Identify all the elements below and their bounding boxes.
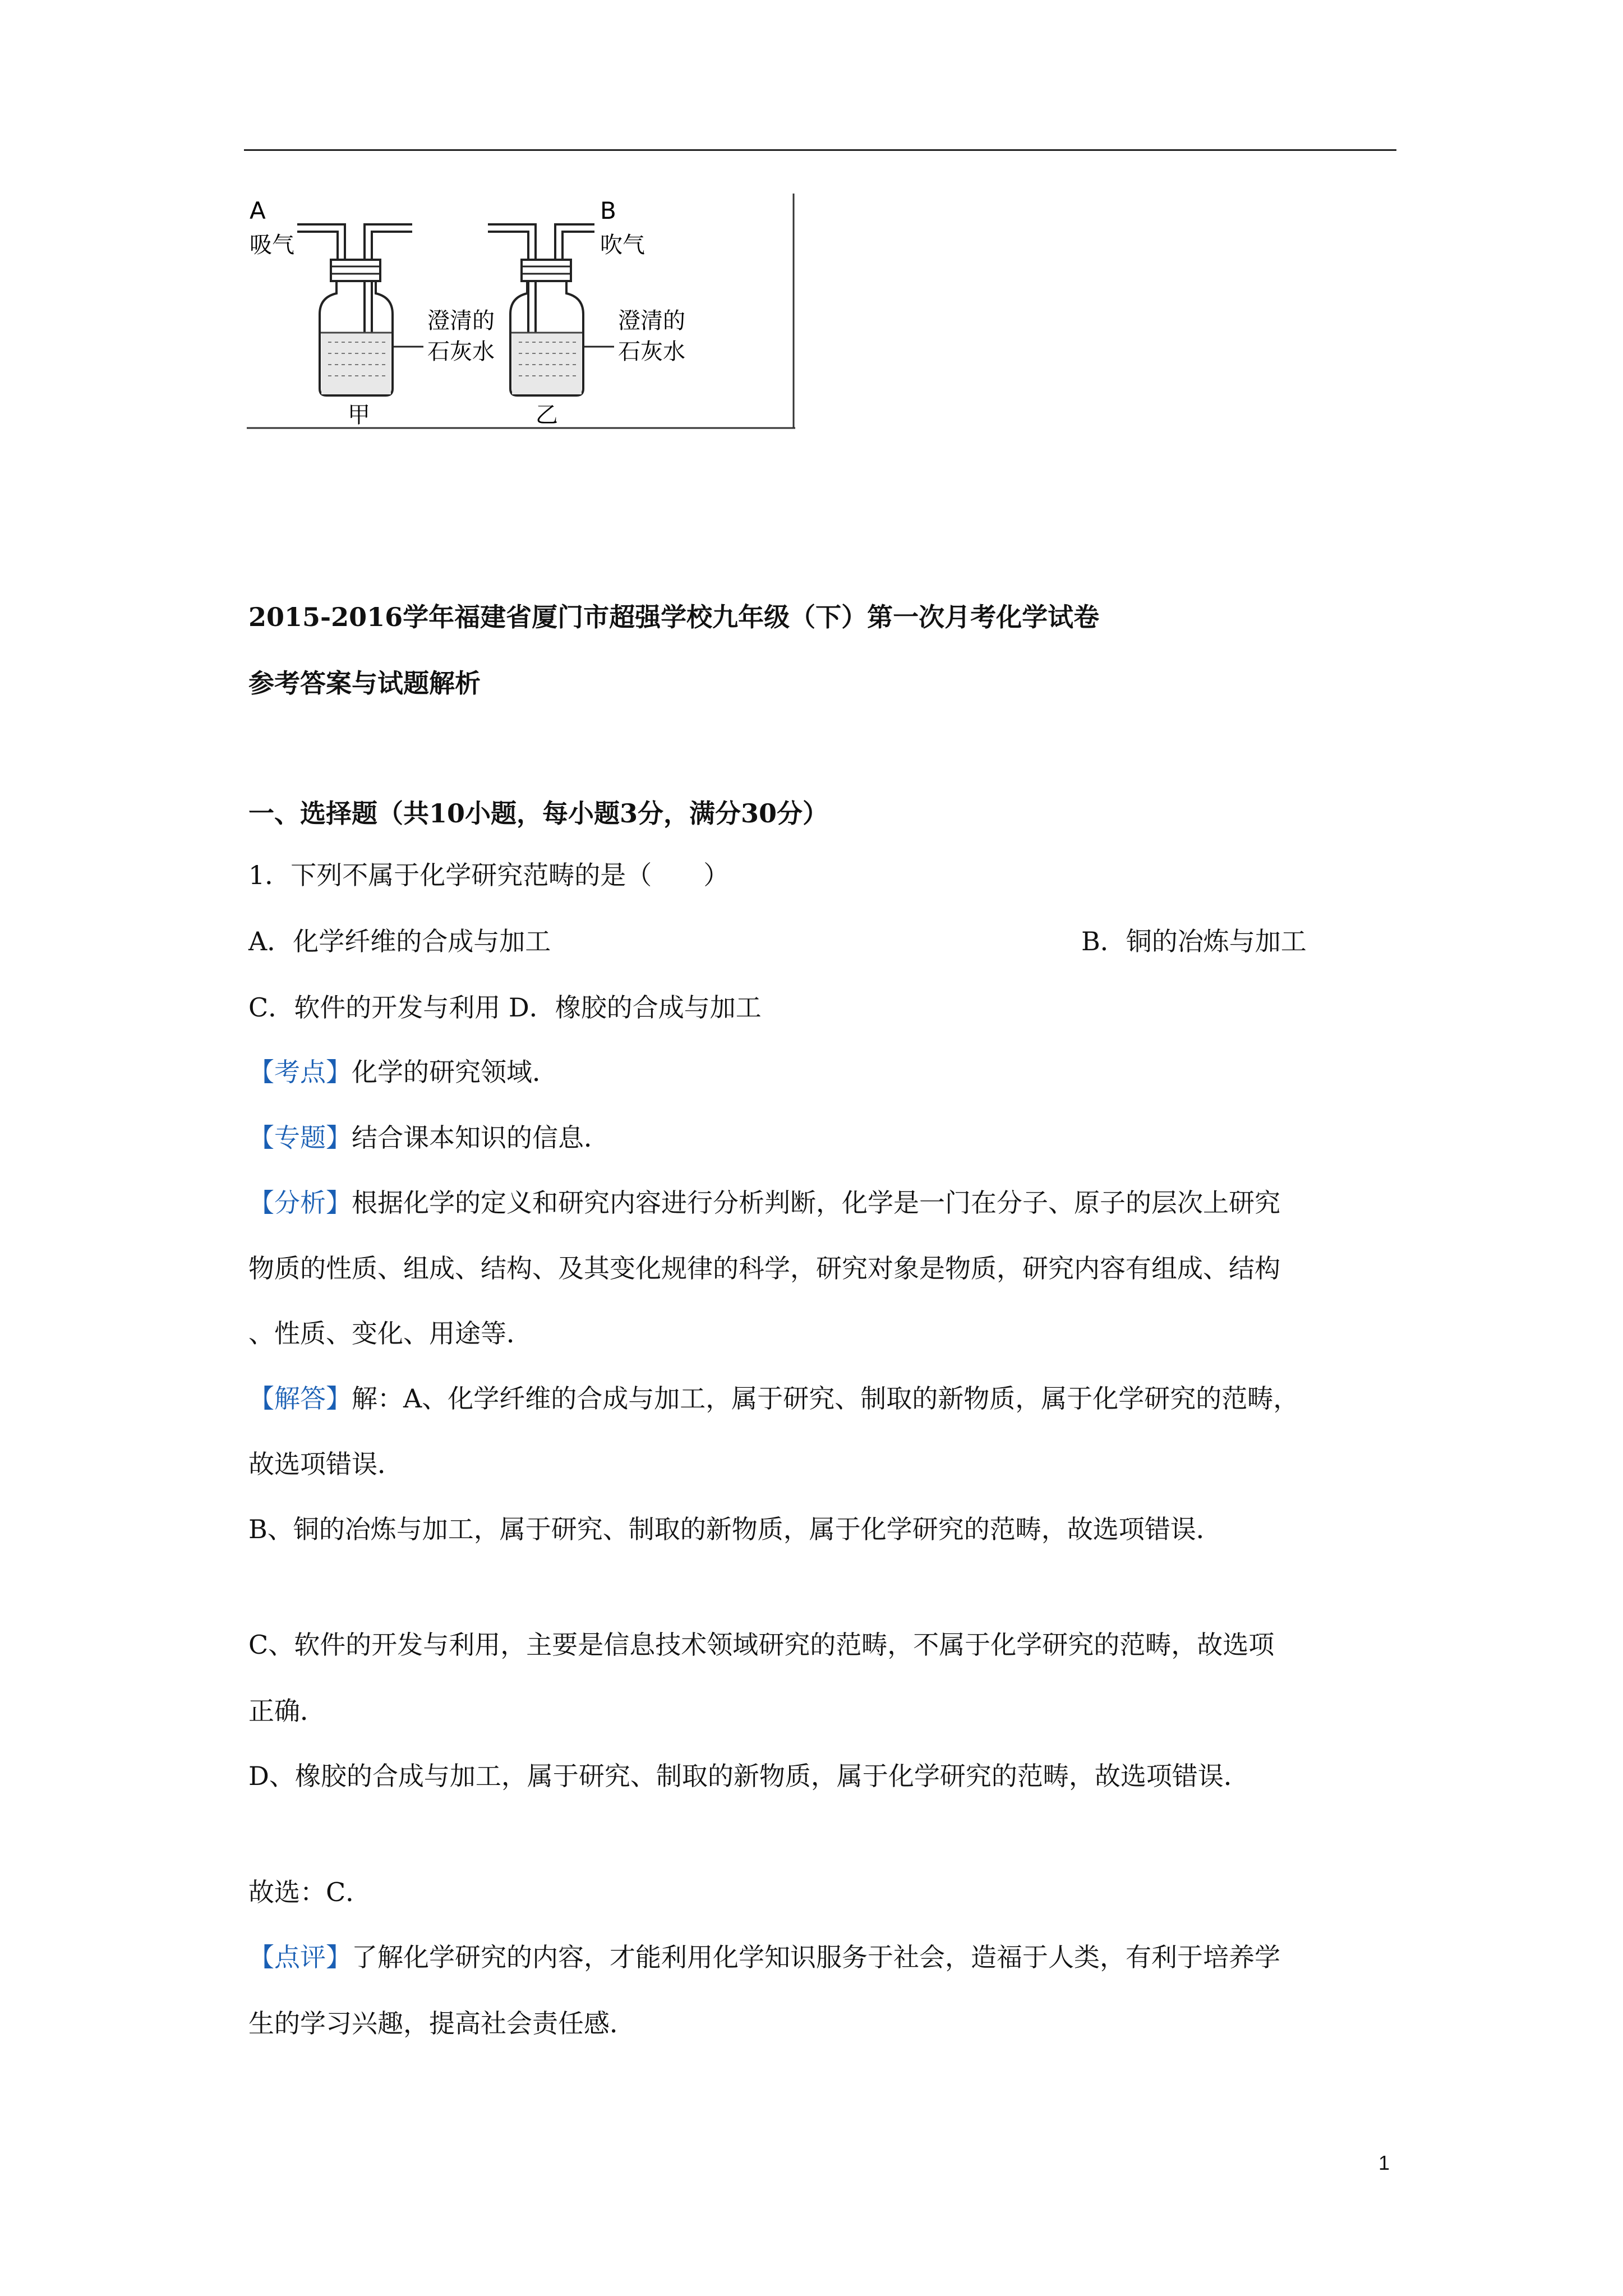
kaodian-line: [248, 1055, 558, 1089]
dianping-line-2: 生的学习兴趣，提高社会责任感．: [248, 2008, 635, 2039]
yi-letter: B: [600, 197, 616, 224]
jieda-line-1: [248, 1382, 1299, 1415]
question-stem: 1．下列不属于化学研究范畴的是（ ）: [248, 860, 730, 890]
yi-liquid-label-2: 石灰水: [618, 339, 685, 365]
fenxi-tag: 【分析】: [248, 1188, 352, 1218]
jieda-line-2: 故选项错误．: [248, 1449, 403, 1479]
jia-caption: 甲: [348, 402, 370, 428]
doc-subtitle: 参考答案与试题解析: [248, 668, 481, 698]
jia-liquid-label-2: 石灰水: [427, 339, 495, 365]
bottle-jia: [250, 197, 495, 428]
fenxi-text-1: 根据化学的定义和研究内容进行分析判断，化学是一门在分子、原子的层次上研究: [352, 1188, 1280, 1218]
jieda-tag: 【解答】: [248, 1383, 352, 1414]
fenxi-line-3: 、性质、变化、用途等．: [248, 1318, 532, 1349]
jieda-option-c-1: C、软件的开发与利用，主要是信息技术领域研究的范畴，不属于化学研究的范畴，故选项: [248, 1630, 1275, 1660]
jieda-option-b: B、铜的冶炼与加工，属于研究、制取的新物质，属于化学研究的范畴，故选项错误．: [248, 1514, 1222, 1544]
dianping-tag: 【点评】: [248, 1942, 352, 1972]
yi-caption: 乙: [536, 402, 558, 428]
option-a: A．化学纤维的合成与加工: [248, 926, 551, 956]
fenxi-line-1: [248, 1186, 1280, 1220]
yi-liquid-label-1: 澄清的: [618, 308, 685, 334]
doc-title: 2015-2016学年福建省厦门市超强学校九年级（下）第一次月考化学试卷: [248, 602, 1100, 632]
jia-action: 吸气: [250, 232, 294, 258]
jieda-option-d: D、橡胶的合成与加工，属于研究、制取的新物质，属于化学研究的范畴，故选项错误．: [248, 1761, 1249, 1791]
zhuanti-line: [248, 1121, 610, 1154]
option-row-ab: [248, 924, 1398, 958]
dianping-line-1: [248, 1940, 1280, 1974]
section-heading: 一、选择题（共10小题，每小题3分，满分30分）: [248, 798, 829, 829]
jia-liquid-label-1: 澄清的: [427, 308, 495, 334]
gas-washing-bottles-figure: [247, 194, 796, 429]
zhuanti-text: 结合课本知识的信息．: [352, 1122, 610, 1153]
dianping-text-1: 了解化学研究的内容，才能利用化学知识服务于社会，造福于人类，有利于培养学: [352, 1942, 1280, 1972]
option-b: B．铜的冶炼与加工: [1081, 926, 1307, 956]
answer-line: 故选：C．: [248, 1877, 372, 1907]
fenxi-line-2: 物质的性质、组成、结构、及其变化规律的科学，研究对象是物质，研究内容有组成、结构: [248, 1253, 1280, 1283]
kaodian-tag: 【考点】: [248, 1057, 352, 1087]
yi-action: 吹气: [600, 232, 645, 258]
jieda-option-c-2: 正确．: [248, 1696, 326, 1726]
jia-letter: A: [250, 197, 266, 224]
option-row-cd: C．软件的开发与利用 D．橡胶的合成与加工: [248, 992, 762, 1023]
jieda-text-1: 解：A、化学纤维的合成与加工，属于研究、制取的新物质，属于化学研究的范畴，: [352, 1383, 1299, 1414]
zhuanti-tag: 【专题】: [248, 1122, 352, 1153]
header-rule: [244, 149, 1396, 151]
kaodian-text: 化学的研究领域．: [352, 1057, 558, 1087]
page-number: 1: [1378, 2151, 1390, 2174]
bottle-yi: [488, 197, 685, 428]
